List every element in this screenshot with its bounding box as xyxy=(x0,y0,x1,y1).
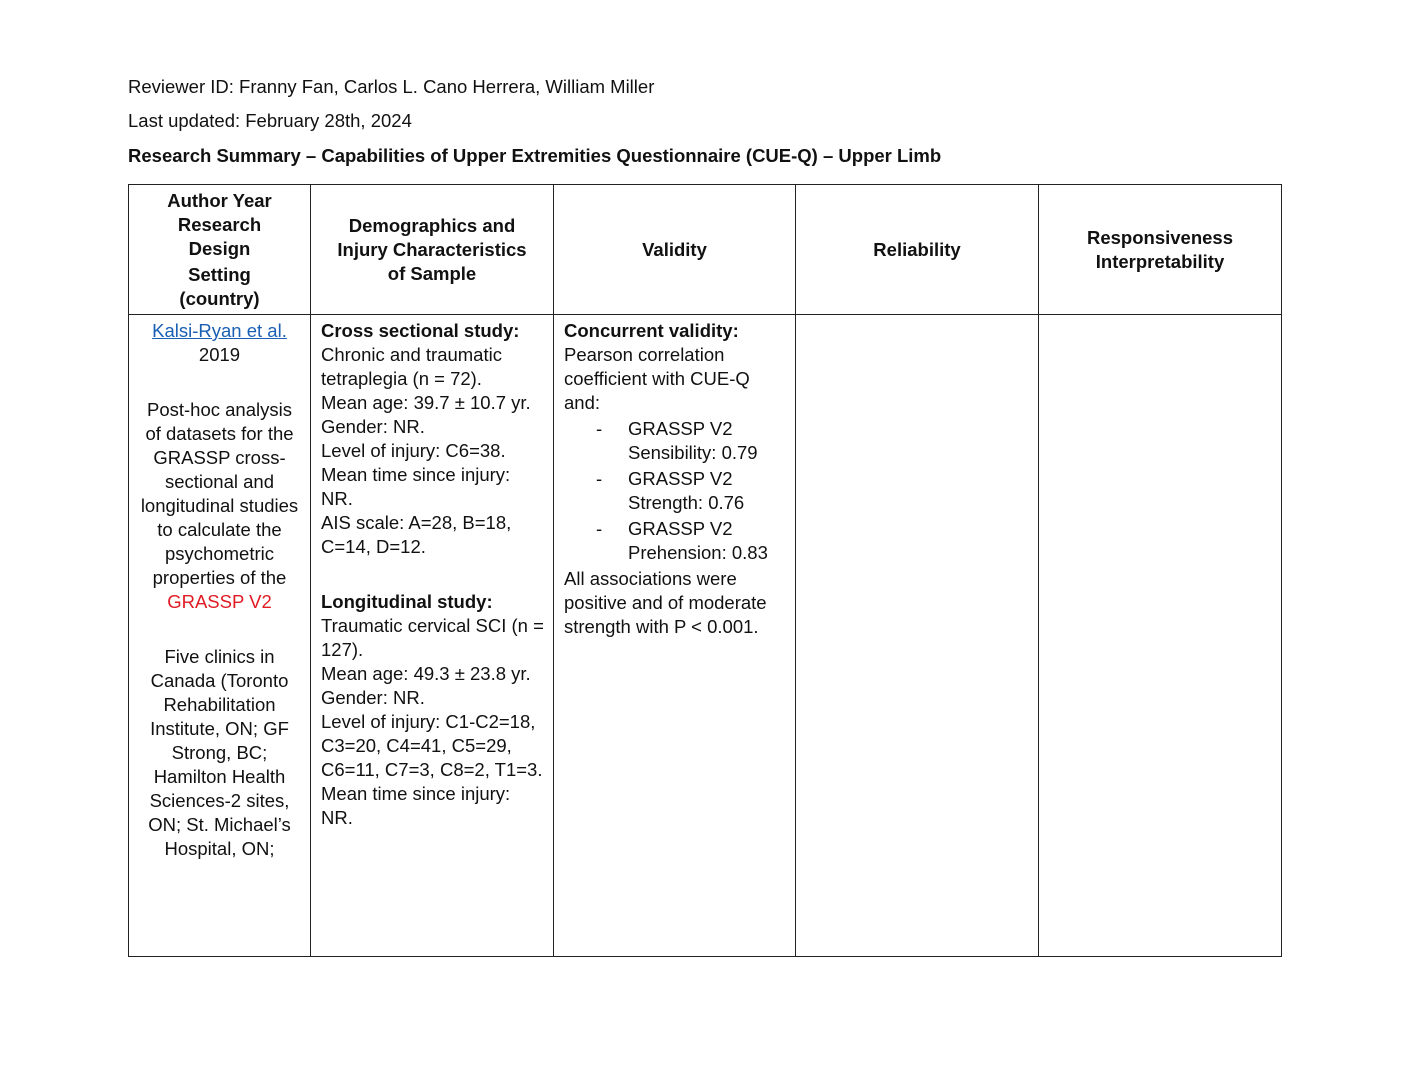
table-header-row xyxy=(129,185,1282,315)
long-line-1: Traumatic cervical SCI (n = 127). xyxy=(321,615,544,660)
author-link[interactable]: Kalsi-Ryan et al. xyxy=(152,320,287,341)
grassp-v2-highlight: GRASSP V2 xyxy=(167,591,272,612)
list-item xyxy=(564,517,787,565)
header-validity: Validity xyxy=(554,185,796,315)
cell-demographics xyxy=(311,315,554,957)
header-col1-line2: Research xyxy=(177,213,262,235)
bullet-marker: - xyxy=(596,468,603,489)
validity-conclusion: All associations were positive and of moderate strength with P < 0.001. xyxy=(564,568,767,637)
longitudinal-title: Longitudinal study: xyxy=(321,591,493,612)
document-title: Research Summary – Capabilities of Upper Extremities Questionnaire (CUE-Q) – Upper Limb xyxy=(128,145,942,166)
cross-line-2: Mean age: 39.7 ± 10.7 yr. xyxy=(321,392,531,413)
cell-author-design-setting xyxy=(129,315,311,957)
study-setting: Five clinics in Canada (Toronto Rehabilitation Institute, ON; GF Strong, BC; Hamilton Health Sciences-2 sites, ON; St. Michael’s Hospital, ON; xyxy=(148,646,291,859)
long-line-2: Mean age: 49.3 ± 23.8 yr. xyxy=(321,663,531,684)
validity-intro: Pearson correlation coefficient with CUE-Q and: xyxy=(564,344,750,413)
header-col5-line1: Responsiveness xyxy=(1086,226,1233,248)
validity-bullet-3: GRASSP V2 Prehension: 0.83 xyxy=(628,518,768,563)
cross-sectional-title: Cross sectional study: xyxy=(321,320,520,341)
cell-reliability xyxy=(796,315,1039,957)
cross-line-3: Gender: NR. xyxy=(321,416,425,437)
research-design xyxy=(139,398,300,614)
cross-line-4: Level of injury: C6=38. xyxy=(321,440,506,461)
header-col1-line4: Setting xyxy=(188,263,251,285)
research-summary-table xyxy=(128,184,1282,957)
header-demographics xyxy=(311,185,554,315)
header-author-design-setting xyxy=(129,185,311,315)
bullet-marker: - xyxy=(596,418,603,439)
header-col1-line3: Design xyxy=(188,237,251,259)
validity-bullet-1: GRASSP V2 Sensibility: 0.79 xyxy=(628,418,758,463)
header-responsiveness xyxy=(1039,185,1282,315)
list-item xyxy=(564,467,787,515)
cell-validity xyxy=(554,315,796,957)
cross-line-5: Mean time since injury: NR. xyxy=(321,464,511,509)
list-item xyxy=(564,417,787,465)
table-row xyxy=(129,315,1282,957)
reviewer-id: Reviewer ID: Franny Fan, Carlos L. Cano Herrera, William Miller xyxy=(128,76,655,97)
header-col1-line5: (country) xyxy=(179,287,260,309)
cross-line-6: AIS scale: A=28, B=18, C=14, D=12. xyxy=(321,512,512,557)
concurrent-validity-title: Concurrent validity: xyxy=(564,320,739,341)
long-line-4: Level of injury: C1-C2=18, C3=20, C4=41, C5=29, C6=11, C7=3, C8=2, T1=3. xyxy=(321,711,543,780)
bullet-marker: - xyxy=(596,518,603,539)
cell-responsiveness xyxy=(1039,315,1282,957)
validity-bullet-2: GRASSP V2 Strength: 0.76 xyxy=(628,468,745,513)
long-line-5: Mean time since injury: NR. xyxy=(321,783,511,828)
cross-line-1: Chronic and traumatic tetraplegia (n = 72). xyxy=(321,344,502,389)
research-design-text: Post-hoc analysis of datasets for the GRASSP cross-sectional and longitudinal studies to calculate the psychometric properties of the xyxy=(140,399,299,588)
header-reliability: Reliability xyxy=(796,185,1039,315)
header-demographics-text: Demographics and Injury Characteristics of Sample xyxy=(337,214,527,284)
last-updated: Last updated: February 28th, 2024 xyxy=(128,110,412,131)
study-year: 2019 xyxy=(198,344,241,365)
long-line-3: Gender: NR. xyxy=(321,687,425,708)
header-col5-line2: Interpretability xyxy=(1095,250,1225,272)
header-col1-line1: Author Year xyxy=(167,189,272,211)
